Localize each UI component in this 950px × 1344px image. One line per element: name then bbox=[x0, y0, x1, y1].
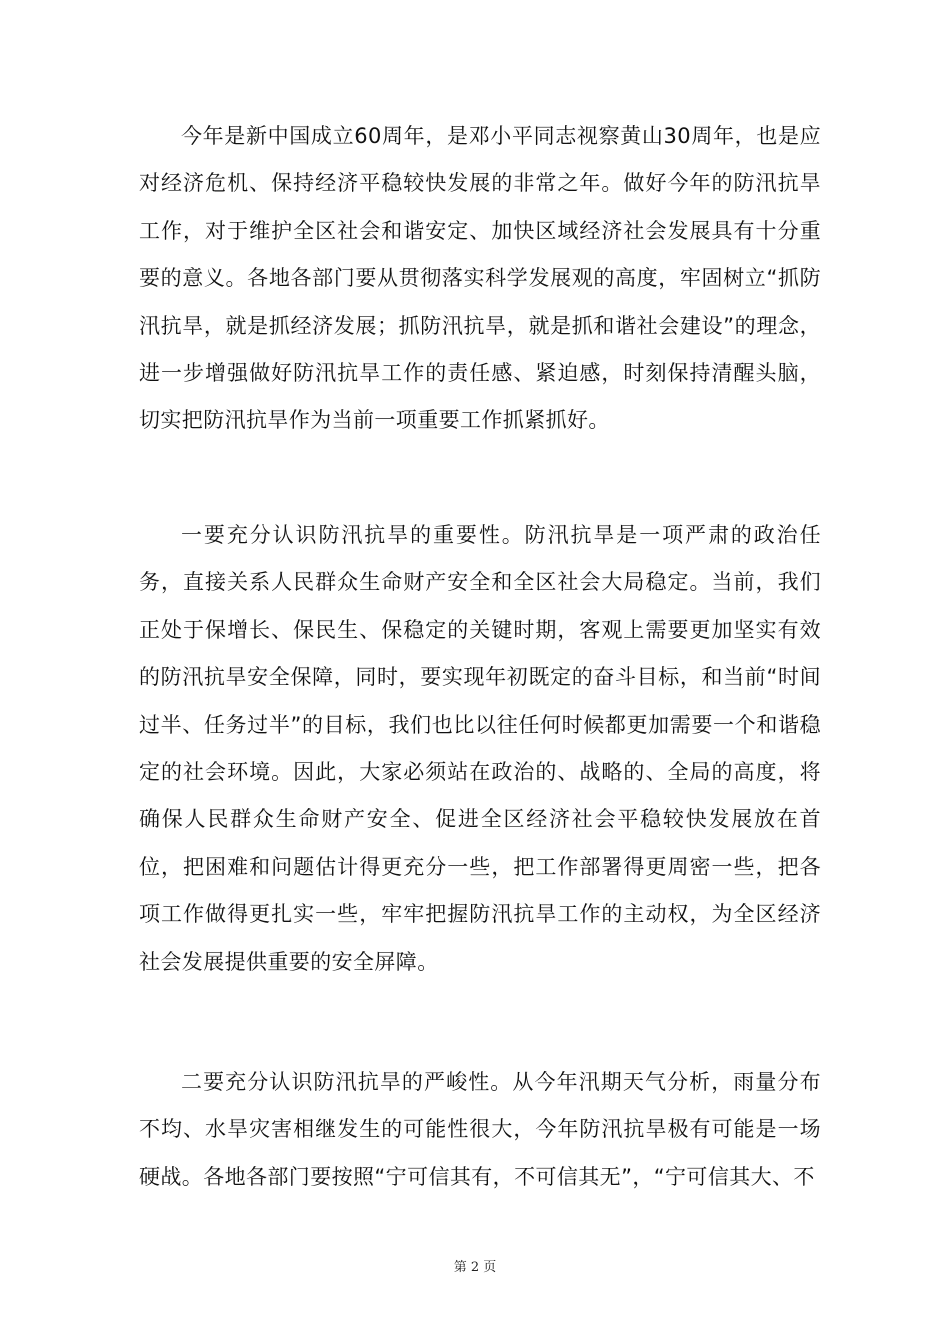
paragraph-severity: 二要充分认识防汛抗旱的严峻性。从今年汛期天气分析，雨量分布不均、水旱灾害相继发生的可能性很大，今年防汛抗旱极有可能是一场硬战。各地各部门要按照“宁可信其有，不可信其无”，“宁可信其大、不 bbox=[139, 1070, 821, 1189]
paragraph-importance: 一要充分认识防汛抗旱的重要性。防汛抗旱是一项严肃的政治任务，直接关系人民群众生命财产安全和全区社会大局稳定。当前，我们正处于保增长、保民生、保稳定的关键时期，客观上需要更加坚实有效的防汛抗旱安全保障，同时，要实现年初既定的奋斗目标，和当前“时间过半、任务过半”的目标，我们也比以往任何时候都更加需要一个和谐稳定的社会环境。因此，大家必须站在政治的、战略的、全局的高度，将确保人民群众生命财产安全、促进全区经济社会平稳较快发展放在首位，把困难和问题估计得更充分一些，把工作部署得更周密一些，把各项工作做得更扎实一些，牢牢把握防汛抗旱工作的主动权，为全区经济社会发展提供重要的安全屏障。 bbox=[139, 523, 821, 974]
page-number: 第 2 页 bbox=[453, 1260, 497, 1275]
paragraph-intro: 今年是新中国成立60周年，是邓小平同志视察黄山30周年，也是应对经济危机、保持经济平稳较快发展的非常之年。做好今年的防汛抗旱工作，对于维护全区社会和谐安定、加快区域经济社会发展具有十分重要的意义。各地各部门要从贯彻落实科学发展观的高度，牢固树立“抓防汛抗旱，就是抓经济发展；抓防汛抗旱，就是抓和谐社会建设”的理念，进一步增强做好防汛抗旱工作的责任感、紧迫感，时刻保持清醒头脑，切实把防汛抗旱作为当前一项重要工作抓紧抓好。 bbox=[139, 124, 821, 433]
